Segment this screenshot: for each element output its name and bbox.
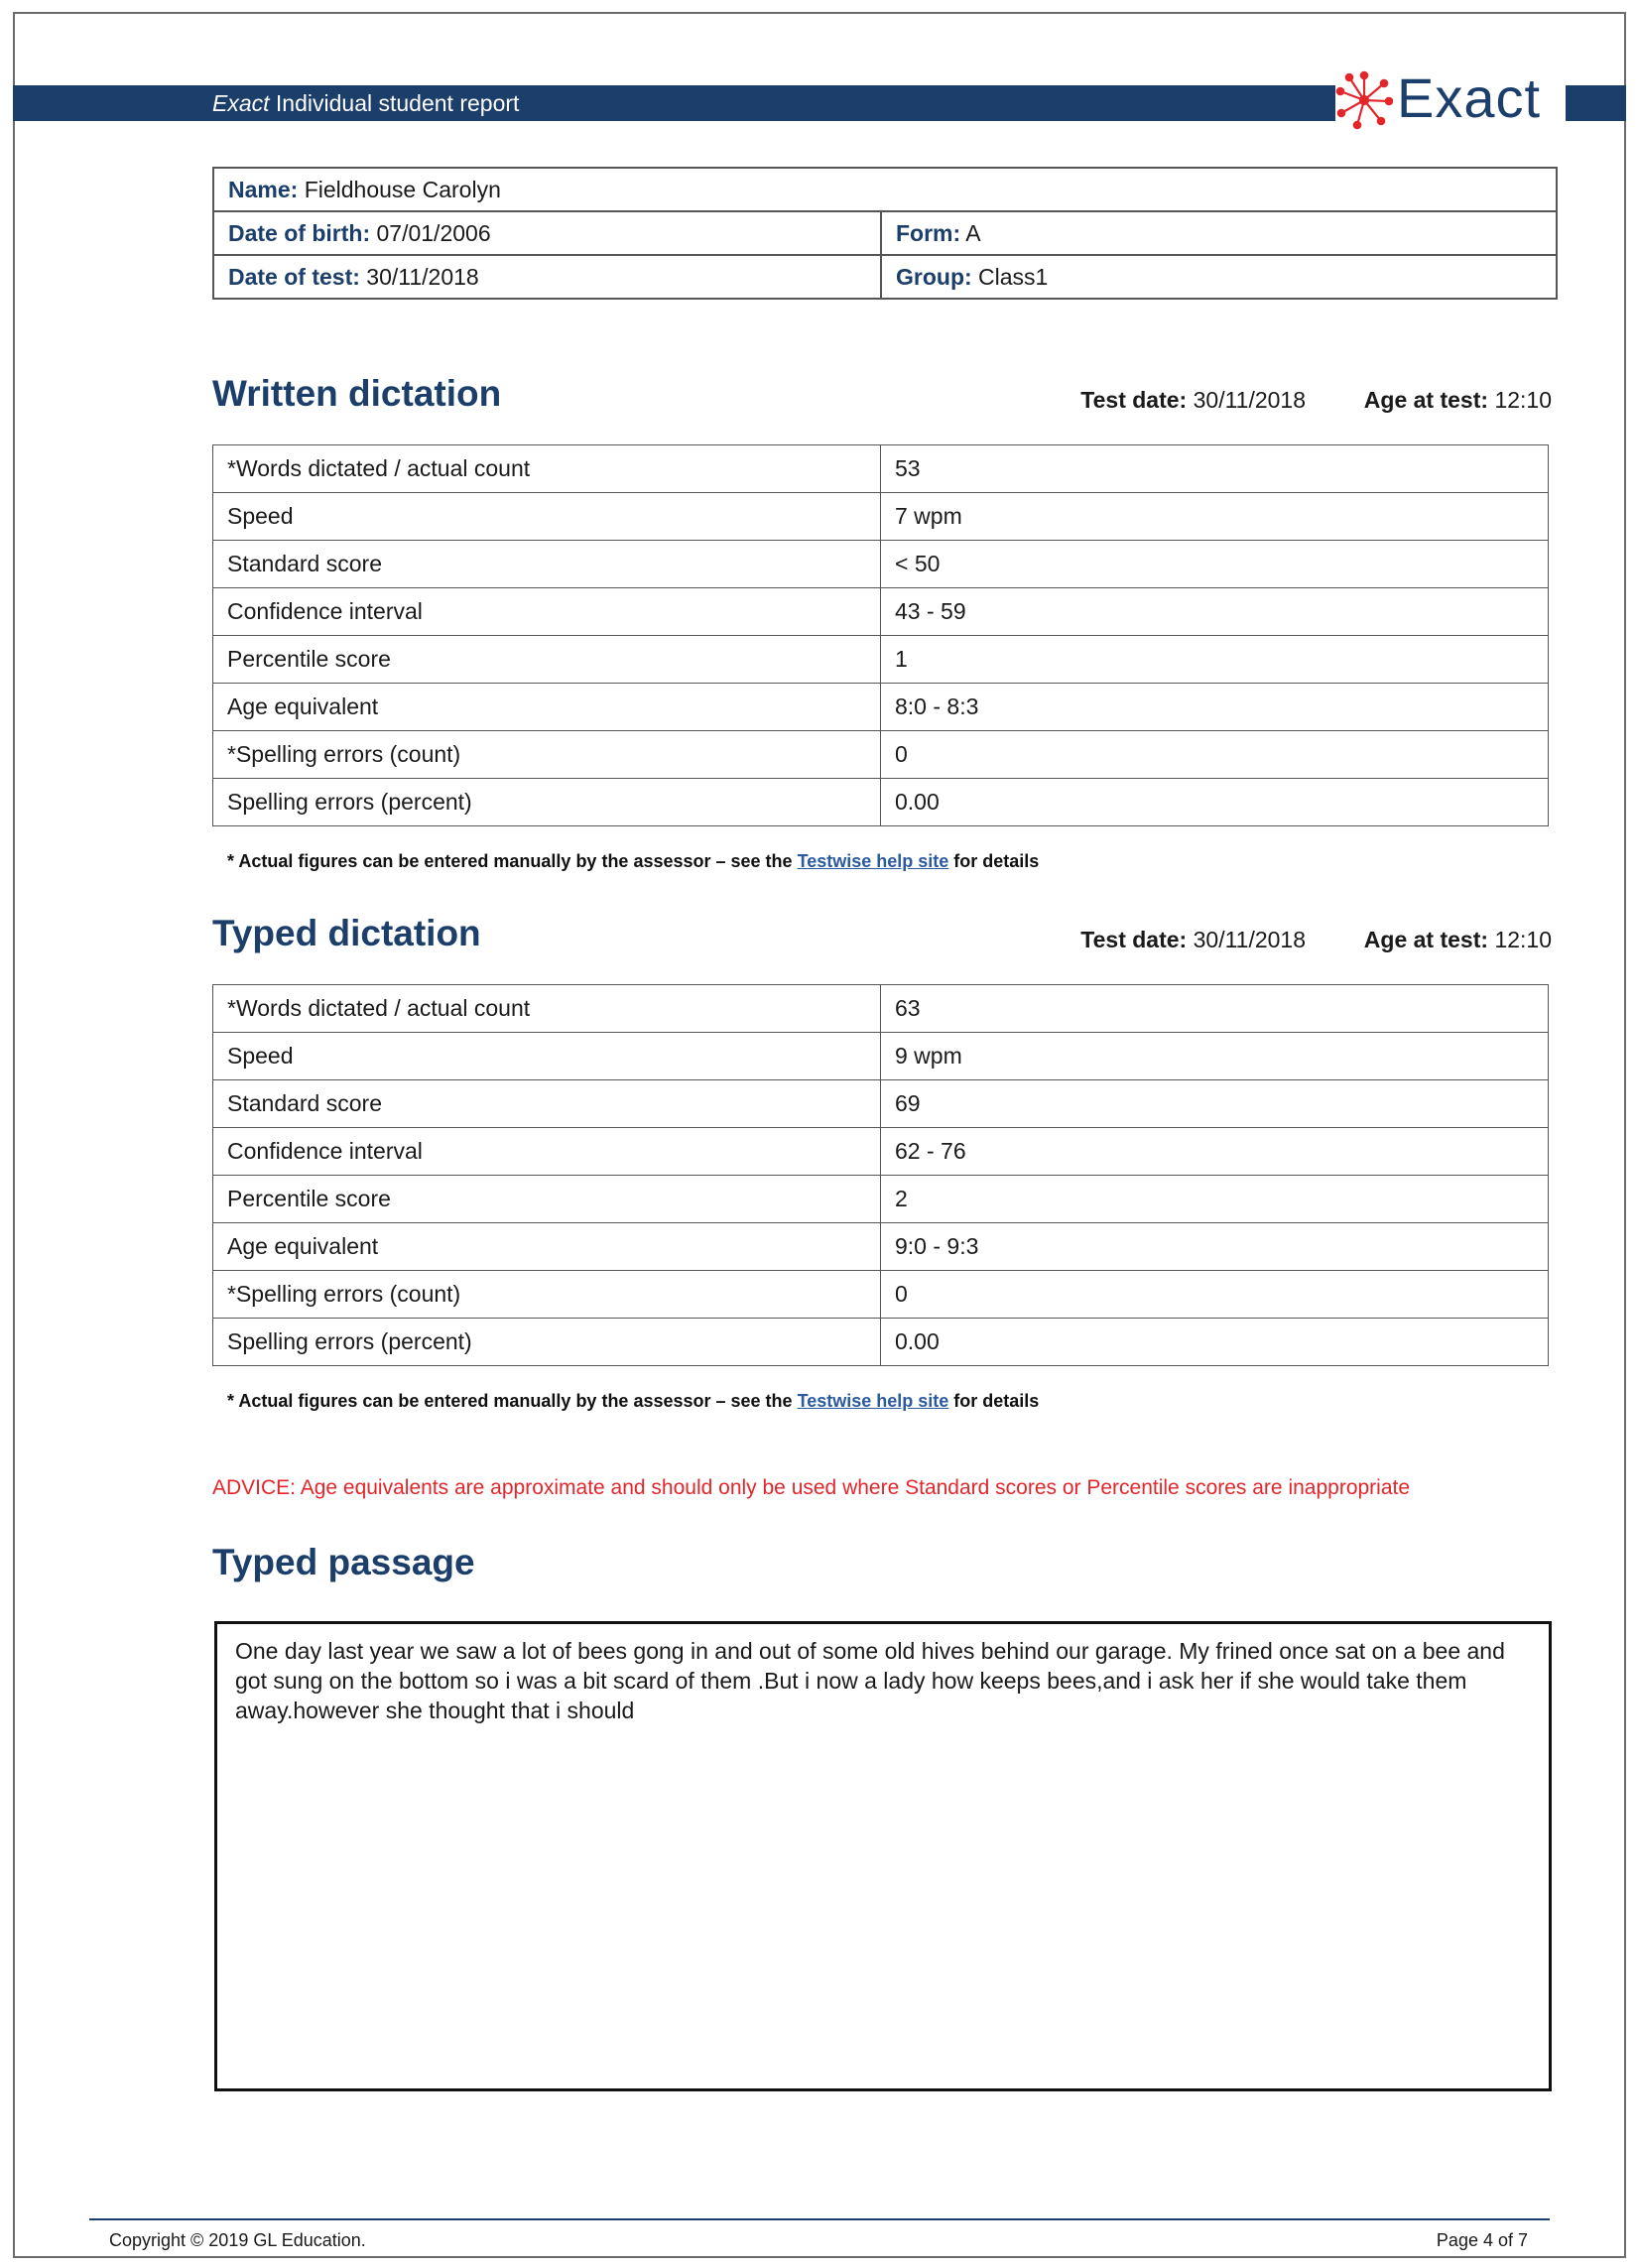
written-dictation-title: Written dictation [212, 373, 502, 414]
page-number: Page 4 of 7 [1436, 2230, 1528, 2250]
table-row [213, 636, 1549, 684]
written-footnote [227, 851, 1039, 872]
test-date-cell [213, 255, 881, 299]
table-row [213, 493, 1549, 541]
table-row [213, 1271, 1549, 1319]
table-row [213, 1033, 1549, 1080]
table-row [213, 588, 1549, 636]
measure-value: 53 [881, 445, 1549, 493]
table-row [213, 985, 1549, 1033]
measure-value: 43 - 59 [881, 588, 1549, 636]
group-cell [881, 255, 1557, 299]
measure-label: Confidence interval [213, 1128, 881, 1176]
table-row [213, 779, 1549, 826]
logo-text: Exact [1397, 66, 1542, 129]
typed-passage-title: Typed passage [212, 1542, 475, 1582]
measure-label: Percentile score [213, 1176, 881, 1223]
measure-value: 62 - 76 [881, 1128, 1549, 1176]
report-title-text: Individual student report [275, 90, 520, 116]
measure-label: *Words dictated / actual count [213, 985, 881, 1033]
footnote-text-end: for details [948, 851, 1040, 871]
table-row [213, 1319, 1549, 1366]
measure-value: 0 [881, 1271, 1549, 1319]
form-value: A [965, 219, 981, 246]
test-date-value: 30/11/2018 [1193, 387, 1307, 413]
measure-label: Standard score [213, 1080, 881, 1128]
dob-cell [213, 211, 881, 255]
test-date-value: 30/11/2018 [1193, 927, 1307, 952]
student-info-table [212, 167, 1558, 300]
written-test-meta [1080, 387, 1552, 414]
typed-scores-table [212, 984, 1549, 1366]
typed-passage-text: One day last year we saw a lot of bees gong in and out of some old hives behind our garage. My frined once sat on a bee and got sung on the bottom so i was a bit scard of them .But i now a lady how keeps bees,and i ask her if she would take them away.however she thought that i should [214, 1621, 1552, 2091]
test-date-label: Test date: [1080, 927, 1188, 952]
table-row [213, 541, 1549, 588]
measure-value: 1 [881, 636, 1549, 684]
measure-value: 2 [881, 1176, 1549, 1223]
measure-value: 0.00 [881, 779, 1549, 826]
report-title [212, 85, 519, 121]
table-row [213, 1176, 1549, 1223]
testwise-help-link[interactable]: Testwise help site [797, 851, 949, 871]
measure-label: *Spelling errors (count) [213, 731, 881, 779]
test-date-label: Date of test: [228, 263, 360, 290]
age-label: Age at test: [1363, 387, 1489, 413]
measure-value: 0.00 [881, 1319, 1549, 1366]
name-cell [213, 168, 1557, 211]
network-star-icon [1335, 69, 1393, 131]
table-row [213, 1128, 1549, 1176]
dob-label: Date of birth: [228, 219, 371, 246]
name-label: Name: [228, 176, 299, 202]
age-value: 12:10 [1494, 387, 1552, 413]
advice-note: ADVICE: Age equivalents are approximate and should only be used where Standard scores or Percentile scores are inappropriate [212, 1476, 1411, 1499]
measure-label: Standard score [213, 541, 881, 588]
measure-value: 9:0 - 9:3 [881, 1223, 1549, 1271]
form-label: Form: [896, 219, 961, 246]
measure-label: Percentile score [213, 636, 881, 684]
measure-label: Spelling errors (percent) [213, 779, 881, 826]
report-brand: Exact [212, 90, 270, 116]
measure-label: *Spelling errors (count) [213, 1271, 881, 1319]
table-row [213, 684, 1549, 731]
measure-value: 7 wpm [881, 493, 1549, 541]
measure-label: Speed [213, 1033, 881, 1080]
footnote-text: * Actual figures can be entered manually by the assessor – see the [227, 1391, 798, 1411]
measure-value: < 50 [881, 541, 1549, 588]
test-date-label: Test date: [1080, 387, 1188, 413]
table-row [213, 255, 1557, 299]
measure-label: Age equivalent [213, 684, 881, 731]
test-date-value: 30/11/2018 [366, 263, 479, 290]
typed-footnote [227, 1391, 1039, 1412]
dob-value: 07/01/2006 [376, 219, 491, 246]
form-cell [881, 211, 1557, 255]
measure-label: Age equivalent [213, 1223, 881, 1271]
group-value: Class1 [978, 263, 1049, 290]
measure-value: 8:0 - 8:3 [881, 684, 1549, 731]
measure-value: 9 wpm [881, 1033, 1549, 1080]
footnote-text: * Actual figures can be entered manually by the assessor – see the [227, 851, 798, 871]
table-row [213, 731, 1549, 779]
footer-rule [89, 2218, 1550, 2220]
typed-dictation-title: Typed dictation [212, 913, 481, 953]
copyright-text: Copyright © 2019 GL Education. [109, 2230, 366, 2250]
age-label: Age at test: [1363, 927, 1489, 952]
written-scores-table [212, 444, 1549, 826]
table-row [213, 445, 1549, 493]
measure-value: 63 [881, 985, 1549, 1033]
testwise-help-link[interactable]: Testwise help site [797, 1391, 949, 1411]
measure-value: 0 [881, 731, 1549, 779]
age-value: 12:10 [1494, 927, 1552, 952]
measure-value: 69 [881, 1080, 1549, 1128]
table-row [213, 1223, 1549, 1271]
measure-label: Speed [213, 493, 881, 541]
measure-label: Spelling errors (percent) [213, 1319, 881, 1366]
typed-test-meta [1080, 927, 1552, 953]
measure-label: Confidence interval [213, 588, 881, 636]
measure-label: *Words dictated / actual count [213, 445, 881, 493]
group-label: Group: [896, 263, 972, 290]
table-row [213, 168, 1557, 211]
student-name: Fieldhouse Carolyn [304, 176, 501, 202]
table-row [213, 211, 1557, 255]
footnote-text-end: for details [948, 1391, 1040, 1411]
table-row [213, 1080, 1549, 1128]
